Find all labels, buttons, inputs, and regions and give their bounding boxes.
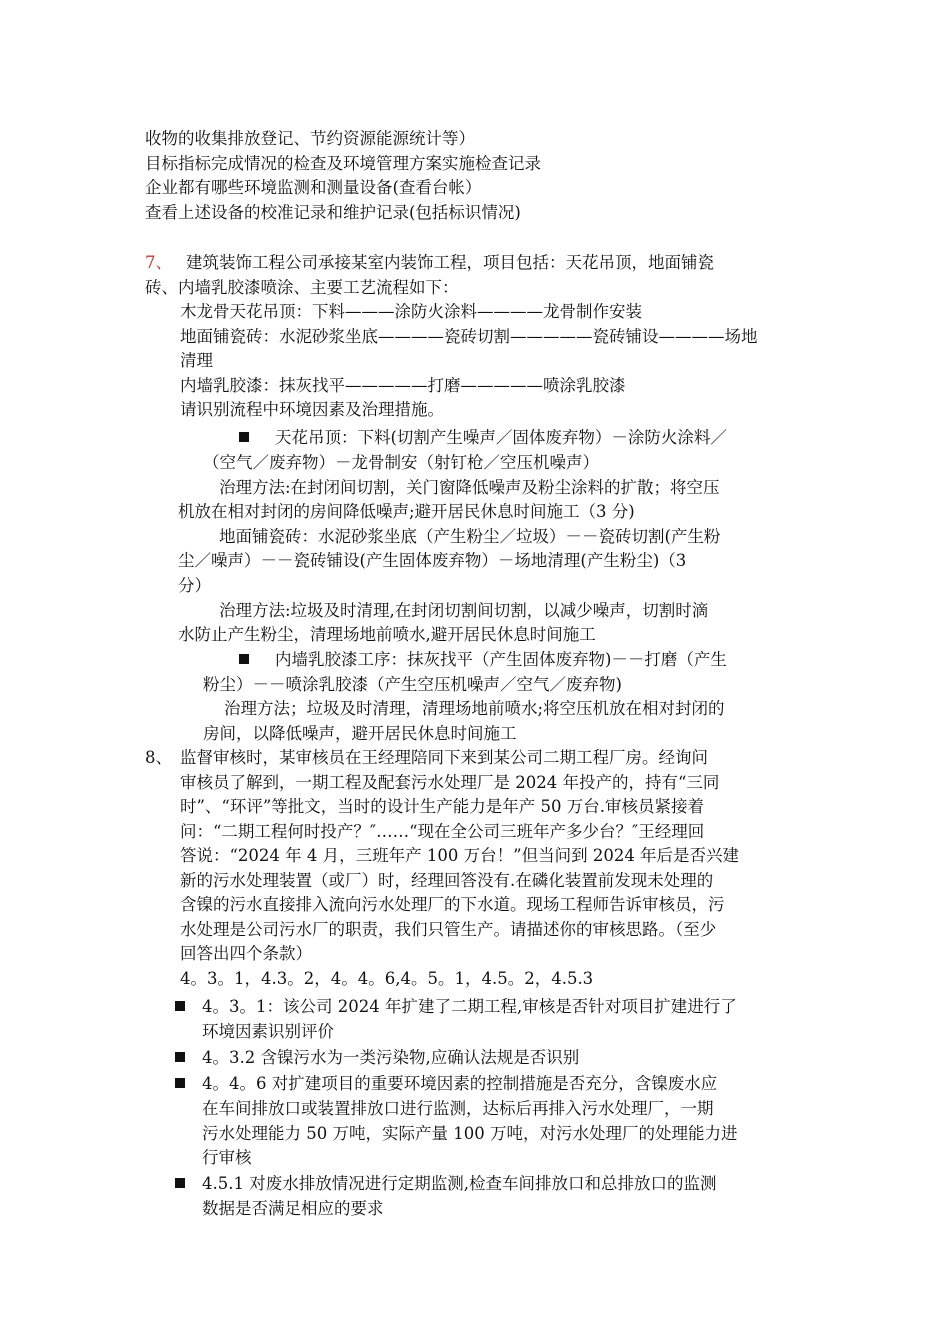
q7-fix-ceiling [219,476,720,501]
q7-flows [180,300,758,423]
intro-block [145,127,541,225]
intro-line: 收物的收集排放登记、节约资源能源统计等） [145,129,475,148]
q7-ask: 请识别流程中环境因素及治理措施。 [180,400,444,419]
q8-bullet-3-cont: 在车间排放口或装置排放口进行监测，达标后再排入污水处理厂，一期 污水处理能力 50 万吨，实际产量 100 万吨，对污水处理厂的处理能力进 行审核 [202,1099,738,1167]
bullet-square-icon [239,654,249,664]
q8-stem-line: 监督审核时，某审核员在王经理陪同下来到某公司二期工程厂房。经询问 [180,748,708,767]
q8-bullet-4-text: 4.5.1 对废水排放情况进行定期监测,检查车间排放口和总排放口的监测 [202,1174,717,1193]
question-7 [145,251,714,300]
q7-stem-line [145,251,714,276]
q7-answer-wall-text-cont: 粉尘）－－喷涂乳胶漆（产生空压机噪声／空气／废弃物) [203,675,622,694]
q7-fix-floor-cont [178,623,596,648]
intro-line: 目标指标完成情况的检查及环境管理方案实施检查记录 [145,153,541,173]
q8-stem-line: 问：“二期工程何时投产？″……“现在全公司三班年产多少台？″王经理回 [180,821,705,841]
q8-clauses: 4。3。1，4.3。2，4。4。6,4。5。1，4.5。2，4.5.3 [180,968,594,988]
q7-stem-line: 砖、内墙乳胶漆喷涂、主要工艺流程如下： [145,277,459,297]
q8-bullet-2-text: 4。3.2 含镍污水为一类污染物,应确认法规是否识别 [202,1048,580,1067]
bullet-square-icon [175,1001,185,1011]
q8-bullet-1-cont: 环境因素识别评价 [202,1022,334,1041]
q8-bullet-1 [175,995,737,1020]
q7-answer-floor-text: 地面铺瓷砖：水泥砂浆坐底（产生粉尘／垃圾）－－瓷砖切割(产生粉 [219,527,721,546]
q8-number: 8、 [145,748,172,767]
q7-flow-floor-cont: 清理 [180,351,213,370]
bullet-square-icon [175,1078,185,1088]
q7-answer-floor-text-cont2: 分） [178,575,211,595]
q7-fix-wall-text-cont: 房间，以降低噪声，避开居民休息时间施工 [203,724,517,743]
q7-answer-ceiling-cont [203,451,599,476]
q8-stem-line: 审核员了解到，一期工程及配套污水处理厂是 2024 年投产的，持有“三同 [180,772,720,792]
bullet-square-icon [175,1052,185,1062]
q7-flow-floor: 地面铺瓷砖：水泥砂浆坐底————瓷砖切割—————瓷砖铺设————场地 [180,326,758,346]
q7-fix-ceiling-cont [178,500,635,525]
q7-answer-floor [219,525,720,550]
q7-fix-floor-text: 治理方法:垃圾及时清理,在封闭切割间切割，以减少噪声，切割时滴 [219,601,709,620]
q7-fix-ceiling-text: 治理方法:在封闭间切割，关门窗降低噪声及粉尘涂料的扩散；将空压 [219,478,720,497]
q7-fix-wall-text: 治理方法；垃圾及时清理，清理场地前喷水;将空压机放在相对封闭的 [224,699,725,718]
q8-stem-line: 回答出四个条款） [180,944,312,963]
intro-line: 企业都有哪些环境监测和测量设备(查看台帐） [145,178,482,197]
bullet-square-icon [239,432,249,442]
q7-number: 7、 [145,253,172,272]
q7-answer-ceiling-text: 天花吊顶：下料(切割产生噪声／固体废弃物）－涂防火涂料／ [275,428,727,447]
question-8 [180,746,739,991]
q8-bullet-4 [175,1172,716,1197]
q7-fix-floor [219,599,708,624]
q8-bullet-3-text: 4。4。6 对扩建项目的重要环境因素的控制措施是否充分，含镍废水应 [202,1074,718,1093]
q8-bullet-1-text: 4。3。1：该公司 2024 年扩建了二期工程,审核是否针对项目扩建进行了 [202,997,737,1016]
q7-answer-ceiling [239,426,727,451]
q7-flow-wall: 内墙乳胶漆：抹灰找平—————打磨—————喷涂乳胶漆 [180,375,626,395]
q7-fix-wall-cont [203,722,517,747]
intro-line: 查看上述设备的校准记录和维护记录(包括标识情况) [145,202,521,222]
q8-stem-line: 答说：“2024 年 4 月，三班年产 100 万台！”但当问到 2024 年后是否兴建 [180,846,740,865]
q7-fix-wall [224,697,725,722]
q7-fix-ceiling-text-cont: 机放在相对封闭的房间降低噪声;避开居民休息时间施工（3 分) [178,502,635,521]
q7-answer-floor-text-cont: 尘／噪声）－－瓷砖铺设(产生固体废弃物）－场地清理(产生粉尘)（3 [178,551,687,570]
q8-stem-line: 含镍的污水直接排入流向污水处理厂的下水道。现场工程师告诉审核员，污 [180,895,725,914]
q8-stem-line: 新的污水处理装置（或厂）时，经理回答没有.在磷化装置前发现未处理的 [180,870,714,890]
q7-answer-floor-cont [178,549,686,598]
q8-bullet-4-cont: 数据是否满足相应的要求 [202,1199,384,1218]
bullet-square-icon [175,1178,185,1188]
q7-answer-wall [239,648,727,673]
q7-fix-floor-text-cont: 水防止产生粉尘，清理场地前喷水,避开居民休息时间施工 [178,625,596,644]
q7-stem-text: 建筑装饰工程公司承接某室内装饰工程，项目包括：天花吊顶，地面铺瓷 [186,253,714,272]
q7-answer-wall-cont [203,673,622,698]
q8-stem-line: 时”、“环评”等批文，当时的设计生产能力是年产 50 万台.审核员紧接着 [180,797,705,816]
q8-stem-line: 水处理是公司污水厂的职责，我们只管生产。请描述你的审核思路。（至少 [180,919,717,939]
q7-answer-wall-text: 内墙乳胶漆工序：抹灰找平（产生固体废弃物)－－打磨（产生 [275,650,727,669]
q7-flow-ceiling: 木龙骨天花吊顶：下料———涂防火涂料————龙骨制作安装 [180,302,642,321]
q7-answer-ceiling-text-cont: （空气／废弃物）－龙骨制安（射钉枪／空压机噪声） [203,453,599,472]
q8-bullet-3 [175,1072,717,1097]
q8-bullet-2 [175,1046,579,1071]
